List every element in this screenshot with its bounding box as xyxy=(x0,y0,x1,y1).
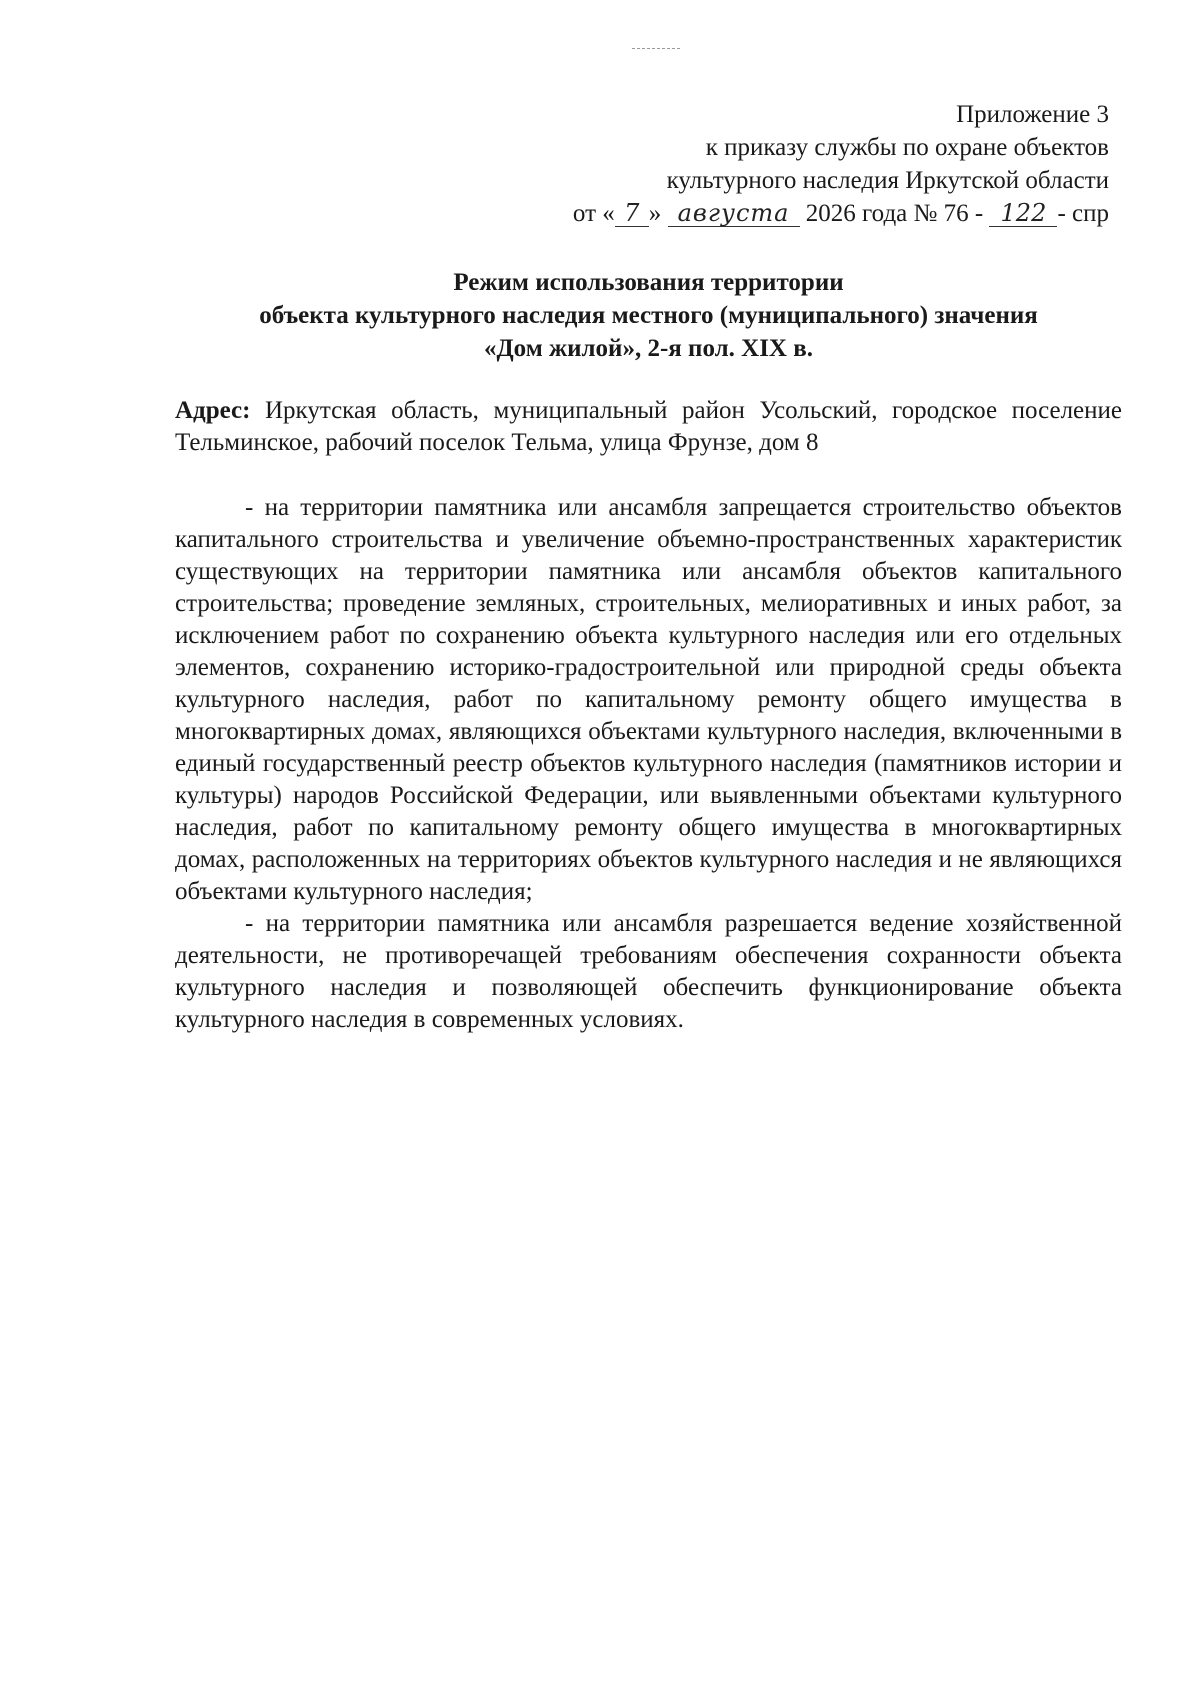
paragraph-prohibitions: - на территории памятника или ансамбля запрещается строительство объектов капитального строительства и увеличение объемно-пространственных характеристик существующих на территории памятника или ансамбля объектов капитального строительства; проведение земляных, строительных, мелиоративных и иных работ, за исключением работ по сохранению объекта культурного наследия или его отдельных элементов, сохранению историко-градостроительной или природной среды объекта культурного наследия, работ по капитальному ремонту общего имущества в многоквартирных домах, являющихся объектами культурного наследия, включенными в единый государственный реестр объектов культурного наследия (памятников истории и культуры) народов Российской Федерации, или выявленными объектами культурного наследия, работ по капитальному ремонту общего имущества в многоквартирных домах, расположенных на территориях объектов культурного наследия и не являющихся объектами культурного наследия; xyxy=(175,494,1122,905)
address-label: Адрес: xyxy=(175,397,251,424)
handwritten-order-number: 122 xyxy=(989,200,1057,227)
year-and-number: 2026 года № 76 - xyxy=(805,200,984,227)
annex-number: Приложение 3 xyxy=(956,101,1109,128)
address-block xyxy=(175,395,1122,459)
regime-body xyxy=(175,492,1122,1036)
handwritten-day: 7 xyxy=(615,200,649,227)
date-quote-close: » xyxy=(648,200,662,227)
annex-authority: культурного наследия Иркутской области xyxy=(666,167,1109,194)
annex-order-ref: к приказу службы по охране объектов xyxy=(705,134,1109,161)
title-line-2: объекта культурного наследия местного (муниципального) значения xyxy=(259,302,1038,329)
title-line-1: Режим использования территории xyxy=(453,269,844,296)
annex-header xyxy=(573,98,1109,230)
top-dash-mark xyxy=(632,48,680,49)
paragraph-permissions: - на территории памятника или ансамбля разрешается ведение хозяйственной деятельности, не противоречащей требованиям обеспечения сохранности объекта культурного наследия и позволяющей обеспечить функционирование объекта культурного наследия в современных условиях. xyxy=(175,910,1122,1033)
date-prefix: от « xyxy=(572,200,615,227)
annex-date-line xyxy=(573,197,1109,230)
order-suffix: - спр xyxy=(1057,200,1109,227)
handwritten-month: августа xyxy=(668,200,800,227)
document-title xyxy=(175,266,1122,365)
title-line-3: «Дом жилой», 2-я пол. XIX в. xyxy=(483,335,813,362)
address-text: Иркутская область, муниципальный район Усольский, городское поселение Тельминское, рабочий поселок Тельма, улица Фрунзе, дом 8 xyxy=(175,397,1123,456)
